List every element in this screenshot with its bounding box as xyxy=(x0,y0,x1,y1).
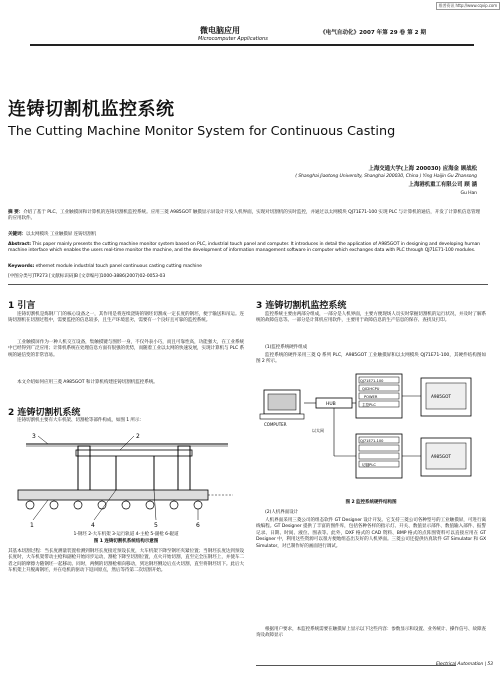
section3-p4: 根据用户要求，本监控系统需要在触摸屏上显示以下这些内容：参数显示和设置、业务统计、操作信号、故障查询及故障显示 xyxy=(256,627,486,639)
title-en: The Cutting Machine Monitor System for Continuous Casting xyxy=(8,124,396,139)
fig1-label-1: 1 xyxy=(30,522,34,529)
author-line2-en: Gu Han xyxy=(460,191,477,196)
keywords-text: 以太网模块 工业触摸屏 连铸切割机 xyxy=(25,232,97,237)
magazine-en: Microcomputer Applications xyxy=(198,36,268,42)
fig2-plc2: QJ71E71-100 xyxy=(360,439,384,443)
figure2-caption: 图 2 监控系统硬件结构图 xyxy=(345,500,397,505)
fig1-label-5: 5 xyxy=(154,522,158,529)
section3-p2: 监控系统的硬件采用三菱 Q 系列 PLC，A985GOT 工业触摸屏和以太网模块 QJ71E71-100，其硬件结构图如图 2 所示。 xyxy=(256,353,486,365)
fig2-computer: COMPUTER xyxy=(264,422,287,427)
keywords-en-text: ethernet module industrial touch panel continuous casting cutting machine xyxy=(35,264,202,269)
fig2-cut-plc: 切割PLC xyxy=(362,463,376,467)
section2-title: 2 连铸切割机系统 xyxy=(8,408,81,418)
author-line1-en: ( Shanghai Jiaotong University, Shanghai 200030, China ) Ying Haijin Gu Zhansong xyxy=(295,174,477,179)
author-line1: 上海交通大学(上海 200030) 应海金 顾战松 xyxy=(368,166,477,172)
fig2-hub: HUB xyxy=(326,402,336,407)
keywords-cn xyxy=(8,232,480,238)
title-cn: 连铸切割机监控系统 xyxy=(8,99,175,120)
fig2-cpu: Q02HCPU xyxy=(362,387,380,391)
fig2-net: 以太网 xyxy=(312,428,324,433)
figure1-items: 1-钢坯 2-大车机架 3-运行轨道 4-主枪 5-副枪 6-辊道 xyxy=(73,532,179,537)
fig1-label-3: 3 xyxy=(32,433,36,440)
fig2-got1: A985GOT xyxy=(431,394,451,399)
abstract-label: 摘 要： xyxy=(8,210,24,215)
fig1-label-6: 6 xyxy=(196,522,200,529)
watermark: 维普资讯 http://www.cqvip.com xyxy=(436,2,500,10)
fig2-main-plc: 主控PLC xyxy=(362,403,376,407)
section1-p3: 本文介绍如何应用三菱 A985GOT 和计算机构建连铸切割机监控系统。 xyxy=(17,380,158,385)
abstract-en xyxy=(8,242,480,255)
abstract-rule xyxy=(8,284,488,285)
abstract-en-label: Abstract: xyxy=(8,242,31,247)
author-line2: 上海港机重工有限公司 顾 涵 xyxy=(408,182,477,188)
keywords-label: 关键词： xyxy=(8,232,26,237)
abstract-cn xyxy=(8,210,480,223)
section3-p3: 人机界面采用三菱公司的组态软件 GT Designer 设计开发。它支持三菱公司各种型号的工业触摸屏，可进行离线编程。GT Designer 提供了丰富的图件库，包括各种各样的指示灯、开关、数值显示部件、数值输入部件、报警记录、日期、时间、液位、图表等。此外，DXF 格式的 CAD 资料、BMP 格式的点阵图资料可以直接应用在 GT Designer 中，利用这些资源可以很方便地组态出友好的人机界面。三菱公司还提供仿真软件 GT Simulator 和 GX Simulator，对已制作好的画面进行调试。 xyxy=(256,518,486,549)
fig1-label-4: 4 xyxy=(91,522,95,529)
fig2-plc1: QJ71E71-100 xyxy=(360,379,384,383)
section2-p2: 其基本切割过程：当长度测量装置检测到钢坯长度接近预设长度，大车机架下降至钢坯夹紧位置；当钢坯长度达到预设长度时，大车机架带动主枪和副枪开始同步运动，割枪下降至切割位置，点火开始切割，直至完全压钢坯上，并使车二者之间的摩擦力随钢坯一起移动。同时，两侧的切割枪相向移动，到达钢坯侧边后点火切割，直至将钢坯切下。此后大车机架上升脱离钢坯，并在电机的驱动下返回原点，然后等待第二次切割开始。 xyxy=(8,549,244,574)
section1-title: 1 引言 xyxy=(8,301,36,311)
section3-sub2: (2)人机界面设计 xyxy=(265,510,299,515)
fig2-got2: A985GOT xyxy=(431,454,451,459)
fig1-label-2: 2 xyxy=(136,433,140,440)
frame-right-post xyxy=(178,446,190,492)
abstract-en-text: This paper mainly presents the cutting machine monitor system based on PLC, industrial touch panel and computer. It introduces in detail the application of A985GOT in designing and developing human machine interface which enables the users real-time monitor the machine, and the development of information management software in computer which exchanges data with PLC through QJ71E71-100 modules. xyxy=(8,242,480,254)
magazine-cn: 微电脑应用 xyxy=(200,26,240,35)
rollers xyxy=(26,501,202,509)
footer-page: Electrical Automation | 53 xyxy=(435,662,493,667)
fig2-power: POWER xyxy=(364,395,378,399)
computer-icon xyxy=(260,390,304,419)
section3-p1: 监控系统主要由两部分组成，一部分是人机界面，主要方便现场人员实时掌握切割机的运行状况，并及时了解系统的故障信息等。一部分是计算机应用软件，主要用于故障信息的生产信息的保存、查找及打印。 xyxy=(256,312,486,324)
figure1-diagram xyxy=(8,432,244,532)
keywords-en-label: Keywords: xyxy=(8,264,35,269)
section1-p2: 工业触摸屏作为一种人机交互设备，集触摸键与图形一身，不仅外表小巧，而且可靠性高，功能强大，在工业系统中已经得到广泛应用；计算机系统在处理信息方面有很强的优势，而随着工业以太网的快速发展，实现计算机与 PLC 系统的通信变的非常容易。 xyxy=(8,340,244,358)
keywords-en xyxy=(8,264,480,270)
journal-issue: 《电气自动化》2007 年第 29 卷 第 2 期 xyxy=(320,30,427,36)
abstract-text: 介绍了基于 PLC、工业触摸屏和计算机的连铸切割机监控系统。应用三菱 A985GOT 触摸显示屏设计开发人机界面，实现对切割机的实时监控，并通过以太网模块 QJ71E71-100 实现 PLC 与计算机的通信，开发了计算机信息管理的应用软件。 xyxy=(8,210,481,222)
footer-rule xyxy=(256,665,456,666)
section3-sub1: (1)监控系统硬件组成 xyxy=(265,345,308,350)
header-rule xyxy=(30,44,474,46)
section2-p1: 连铸切割机主要有大车机架、切割枪等部件构成，如图 1 所示： xyxy=(17,418,144,423)
figure2-diagram xyxy=(256,372,486,497)
frame-left-post xyxy=(78,446,90,492)
figure1-caption: 图 1 连铸切割机系统结构示意图 xyxy=(93,539,159,544)
section1-p1: 连铸切割机是炼钢厂门的核心设备之一，其作用是将连续浇铸的钢坯切割成一定长度的钢坯，便于输送和吊运。连铸切割机在切割过程中，需要监控的信息较多，且生产环境恶劣，需要有一个良好且可靠的监控系统。 xyxy=(8,312,244,324)
section3-title: 3 连铸切割机监控系统 xyxy=(256,301,347,311)
classification: [中图分类号]TP273 [文献标识码]B [文章编号]1000-3886(2007)02-0053-03 xyxy=(8,274,166,279)
billet xyxy=(18,490,208,500)
